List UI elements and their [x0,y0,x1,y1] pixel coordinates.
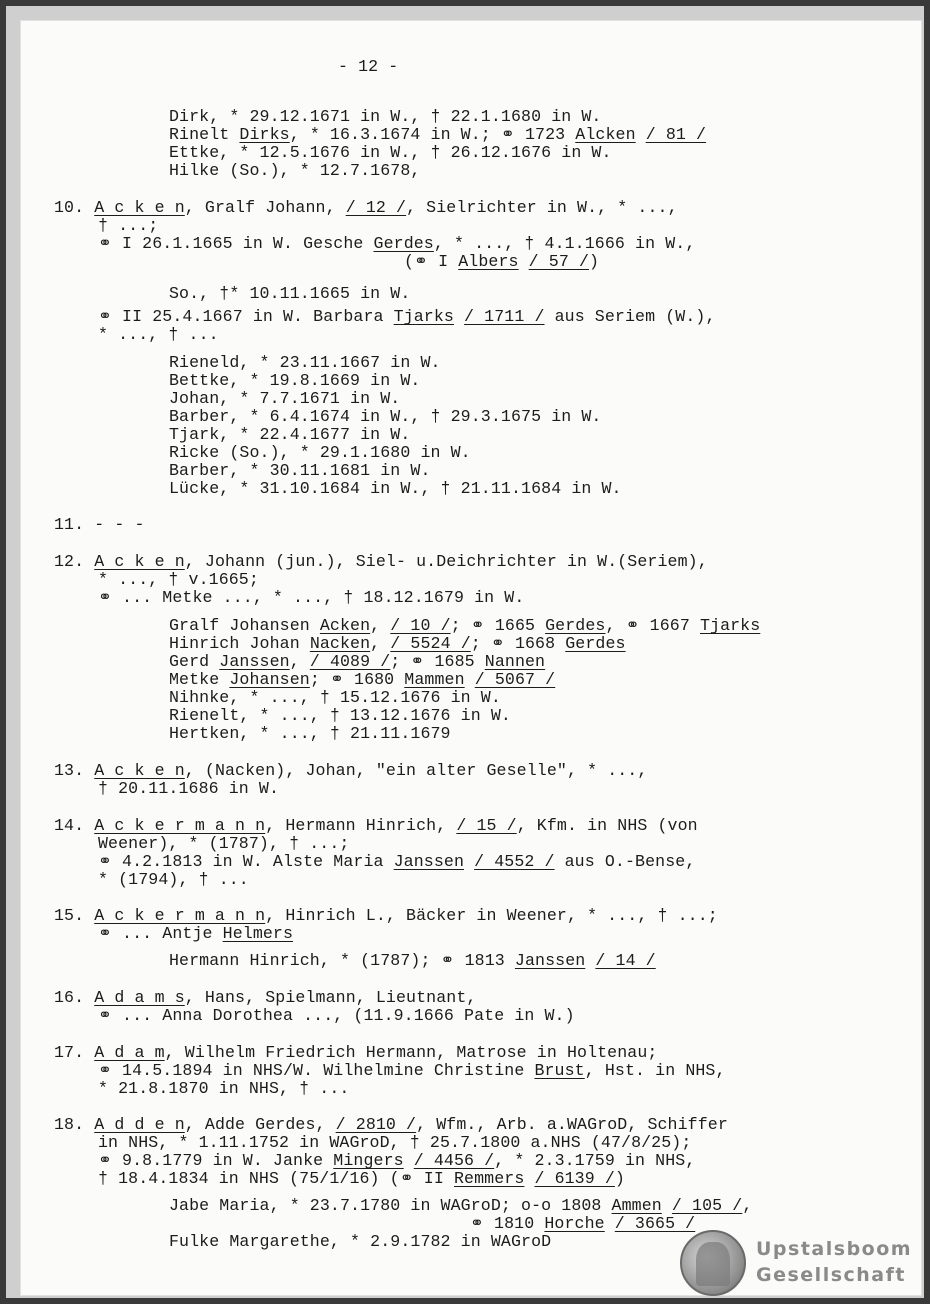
text-segment: 11. - - - [54,515,145,534]
text-segment [465,670,475,689]
text-segment: , [742,1196,753,1215]
text-segment [585,951,595,970]
text-line [169,408,602,426]
underlined-text: Mammen [404,670,465,689]
underlined-text: Janssen [514,951,586,970]
underlined-text: Johansen [229,670,310,689]
text-segment [524,1169,534,1188]
underlined-text: A c k e n [94,552,185,571]
text-segment: 13. [54,761,95,780]
text-segment: Hermann Hinrich, * (1787); ⚭ 1813 [169,951,515,970]
text-segment: aus Seriem (W.), [544,307,716,326]
text-segment: Dirk, * 29.12.1671 in W., † 22.1.1680 in W. [169,107,602,126]
text-segment: , [370,616,391,635]
underlined-text: / 12 / [345,198,407,217]
text-segment: , Adde Gerdes, [184,1115,336,1134]
text-segment: , (Nacken), Johan, "ein alter Geselle", * ..., [184,761,648,780]
underlined-text: Alcken [575,125,636,144]
text-segment: ⚭ ... Antje [98,924,223,943]
text-segment: Gralf Johansen [169,616,320,635]
text-segment: , Hst. in NHS, [584,1061,726,1080]
text-segment: , Sielrichter in W., * ..., [406,198,678,217]
text-line [98,1170,625,1188]
text-segment: 18. [54,1115,95,1134]
text-line [54,199,678,217]
text-segment: Hinrich Johan [169,634,310,653]
underlined-text: Brust [534,1061,585,1080]
underlined-text: Nannen [484,652,546,671]
underlined-text: / 57 / [528,252,590,271]
underlined-text: A d a m [94,1043,165,1062]
underlined-text: / 81 / [645,125,707,144]
underlined-text: Dirks [239,125,290,144]
text-line [169,1197,752,1215]
text-line [98,853,695,871]
text-line [169,462,431,480]
text-line [98,1134,691,1152]
underlined-text: Tjarks [699,616,761,635]
text-line [98,571,259,589]
underlined-text: Mingers [333,1151,404,1170]
underlined-text: Tjarks [393,307,454,326]
text-line [169,144,612,162]
text-segment: , Hinrich L., Bäcker in Weener, * ..., † ...; [265,906,718,925]
underlined-text: Horche [544,1214,605,1233]
underlined-text: / 14 / [595,951,656,970]
document-page [20,20,922,1296]
underlined-text: A d d e n [94,1115,185,1134]
text-segment: , * 2.3.1759 in NHS, [494,1151,696,1170]
text-line [98,1062,726,1080]
underlined-text: / 2810 / [335,1115,417,1134]
underlined-text: / 5067 / [474,670,556,689]
text-line [169,108,602,126]
underlined-text: Remmers [453,1169,525,1188]
text-segment: , * ..., † 4.1.1666 in W., [433,234,696,253]
text-segment: 15. [54,906,95,925]
text-segment: Hertken, * ..., † 21.11.1679 [169,724,451,743]
text-line [98,925,293,943]
text-segment [636,125,646,144]
text-segment: Barber, * 30.11.1681 in W. [169,461,431,480]
text-line [98,835,349,853]
text-line [169,285,410,303]
text-segment: , * 16.3.1674 in W.; ⚭ 1723 [289,125,576,144]
text-line [169,426,410,444]
text-line [54,1116,728,1134]
underlined-text: Gerdes [373,234,434,253]
logo-line2: Gesellschaft [756,1264,906,1286]
seal-icon [680,1230,746,1296]
text-segment: * (1794), † ... [98,870,249,889]
logo-line1: Upstalsboom [756,1238,913,1260]
underlined-text: / 4089 / [309,652,391,671]
underlined-text: Ammen [611,1196,662,1215]
underlined-text: A c k e n [94,761,185,780]
text-segment: ⚭ 9.8.1779 in W. Janke [98,1151,334,1170]
text-segment: , Wfm., Arb. a.WAGroD, Schiffer [416,1115,728,1134]
text-segment: ⚭ 14.5.1894 in NHS/W. Wilhelmine Christine [98,1061,535,1080]
text-segment: , [370,634,391,653]
text-segment: Nihnke, * ..., † 15.12.1676 in W. [169,688,501,707]
text-line [54,516,145,534]
text-segment: aus O.-Bense, [554,852,696,871]
text-line [169,635,626,653]
text-segment: 12. [54,552,95,571]
text-line [98,1080,349,1098]
text-segment: 17. [54,1043,95,1062]
underlined-text: Gerdes [545,616,606,635]
text-line [404,253,599,271]
underlined-text: / 5524 / [390,634,471,653]
text-segment [662,1196,672,1215]
text-segment: ; ⚭ 1665 [450,616,546,635]
text-line [169,354,441,372]
text-line [54,553,708,571]
text-segment: 14. [54,816,95,835]
text-line [169,444,471,462]
text-segment: Rienelt, * ..., † 13.12.1676 in W. [169,706,511,725]
text-line [98,1007,575,1025]
text-segment: Ettke, * 12.5.1676 in W., † 26.12.1676 in W. [169,143,612,162]
text-segment: Bettke, * 19.8.1669 in W. [169,371,421,390]
text-segment: ; ⚭ 1680 [309,670,405,689]
text-line [54,989,476,1007]
text-line [98,326,219,344]
text-segment: Johan, * 7.7.1671 in W. [169,389,401,408]
underlined-text: A c k e r m a n n [94,906,266,925]
underlined-text: A c k e n [94,198,185,217]
underlined-text: / 4456 / [413,1151,495,1170]
text-segment: † ...; [98,216,159,235]
text-segment: , Hermann Hinrich, [265,816,457,835]
society-logo [680,1230,920,1296]
text-segment: * ..., † ... [98,325,219,344]
text-segment: Hilke (So.), * 12.7.1678, [169,161,421,180]
text-segment [454,307,464,326]
text-segment: (⚭ I [404,252,459,271]
text-segment: Metke [169,670,230,689]
text-segment: Barber, * 6.4.1674 in W., † 29.3.1675 in W. [169,407,602,426]
text-line [169,689,501,707]
text-segment: , Gralf Johann, [184,198,346,217]
underlined-text: Acken [319,616,371,635]
text-segment: Gerd [169,652,220,671]
text-segment: * ..., † v.1665; [98,570,259,589]
underlined-text: / 10 / [390,616,451,635]
text-segment [519,252,529,271]
text-line [54,1044,657,1062]
text-segment: , Kfm. in NHS (von [516,816,698,835]
text-line [169,126,706,144]
text-line [169,653,545,671]
text-line [169,707,511,725]
underlined-text: A c k e r m a n n [94,816,266,835]
text-segment: Weener), * (1787), † ...; [98,834,350,853]
text-segment: ⚭ 4.2.1813 in W. Alste Maria [98,852,394,871]
document-frame [6,6,924,1298]
underlined-text: / 15 / [456,816,517,835]
text-segment: ) [614,1169,625,1188]
text-segment: Jabe Maria, * 23.7.1780 in WAGroD; o-o 1808 [169,1196,612,1215]
text-segment: Rinelt [169,125,240,144]
underlined-text: Gerdes [565,634,626,653]
underlined-text: Albers [458,252,519,271]
text-segment: Tjark, * 22.4.1677 in W. [169,425,411,444]
underlined-text: / 4552 / [474,852,555,871]
text-line [169,480,622,498]
underlined-text: / 6139 / [534,1169,615,1188]
text-segment: ⚭ II 25.4.1667 in W. Barbara [98,307,394,326]
page-number: - 12 - [338,57,399,76]
underlined-text: Helmers [222,924,294,943]
text-line [54,817,698,835]
text-line [169,372,420,390]
text-segment: † 18.4.1834 in NHS (75/1/16) (⚭ II [98,1169,454,1188]
text-segment: , [289,652,310,671]
text-segment [605,1214,615,1233]
text-segment: ⚭ I 26.1.1665 in W. Gesche [98,234,374,253]
text-line [470,1215,695,1233]
text-segment [404,1151,414,1170]
text-segment: ; ⚭ 1668 [470,634,566,653]
text-segment: 16. [54,988,95,1007]
text-line [98,1152,695,1170]
text-line [54,907,718,925]
text-segment: in NHS, * 1.11.1752 in WAGroD, † 25.7.1800 a.NHS (47/8/25); [98,1133,692,1152]
text-line [98,235,695,253]
text-line [169,617,760,635]
text-line [169,952,656,970]
text-segment: ) [589,252,600,271]
text-segment: ; ⚭ 1685 [390,652,485,671]
text-segment: ⚭ 1810 [470,1214,545,1233]
underlined-text: / 105 / [671,1196,743,1215]
text-segment: Rieneld, * 23.11.1667 in W. [169,353,441,372]
text-segment: , Hans, Spielmann, Lieutnant, [184,988,477,1007]
text-line [98,308,716,326]
text-line [98,780,279,798]
text-segment: ⚭ ... Metke ..., * ..., † 18.12.1679 in W. [98,588,525,607]
text-line [54,762,647,780]
underlined-text: Janssen [393,852,465,871]
text-segment: † 20.11.1686 in W. [98,779,280,798]
underlined-text: / 1711 / [464,307,545,326]
text-segment: Fulke Margarethe, * 2.9.1782 in WAGroD [169,1232,552,1251]
underlined-text: / 3665 / [614,1214,696,1233]
text-segment [464,852,474,871]
text-line [169,671,555,689]
text-line [98,589,524,607]
text-segment: * 21.8.1870 in NHS, † ... [98,1079,350,1098]
underlined-text: Janssen [219,652,290,671]
text-line [169,725,451,743]
text-segment: 10. [54,198,95,217]
text-segment: , ⚭ 1667 [605,616,700,635]
text-segment: Lücke, * 31.10.1684 in W., † 21.11.1684 in W. [169,479,622,498]
text-segment: , Wilhelm Friedrich Hermann, Matrose in Holtenau; [164,1043,658,1062]
text-segment: Ricke (So.), * 29.1.1680 in W. [169,443,471,462]
text-line [169,162,420,180]
text-line [98,871,249,889]
text-line [98,217,158,235]
underlined-text: Nacken [309,634,371,653]
text-segment: , Johann (jun.), Siel- u.Deichrichter in W.(Seriem), [184,552,708,571]
text-line [169,390,400,408]
text-segment: ⚭ ... Anna Dorothea ..., (11.9.1666 Pate in W.) [98,1006,575,1025]
text-line [169,1233,551,1251]
underlined-text: A d a m s [94,988,185,1007]
text-segment: So., †* 10.11.1665 in W. [169,284,411,303]
